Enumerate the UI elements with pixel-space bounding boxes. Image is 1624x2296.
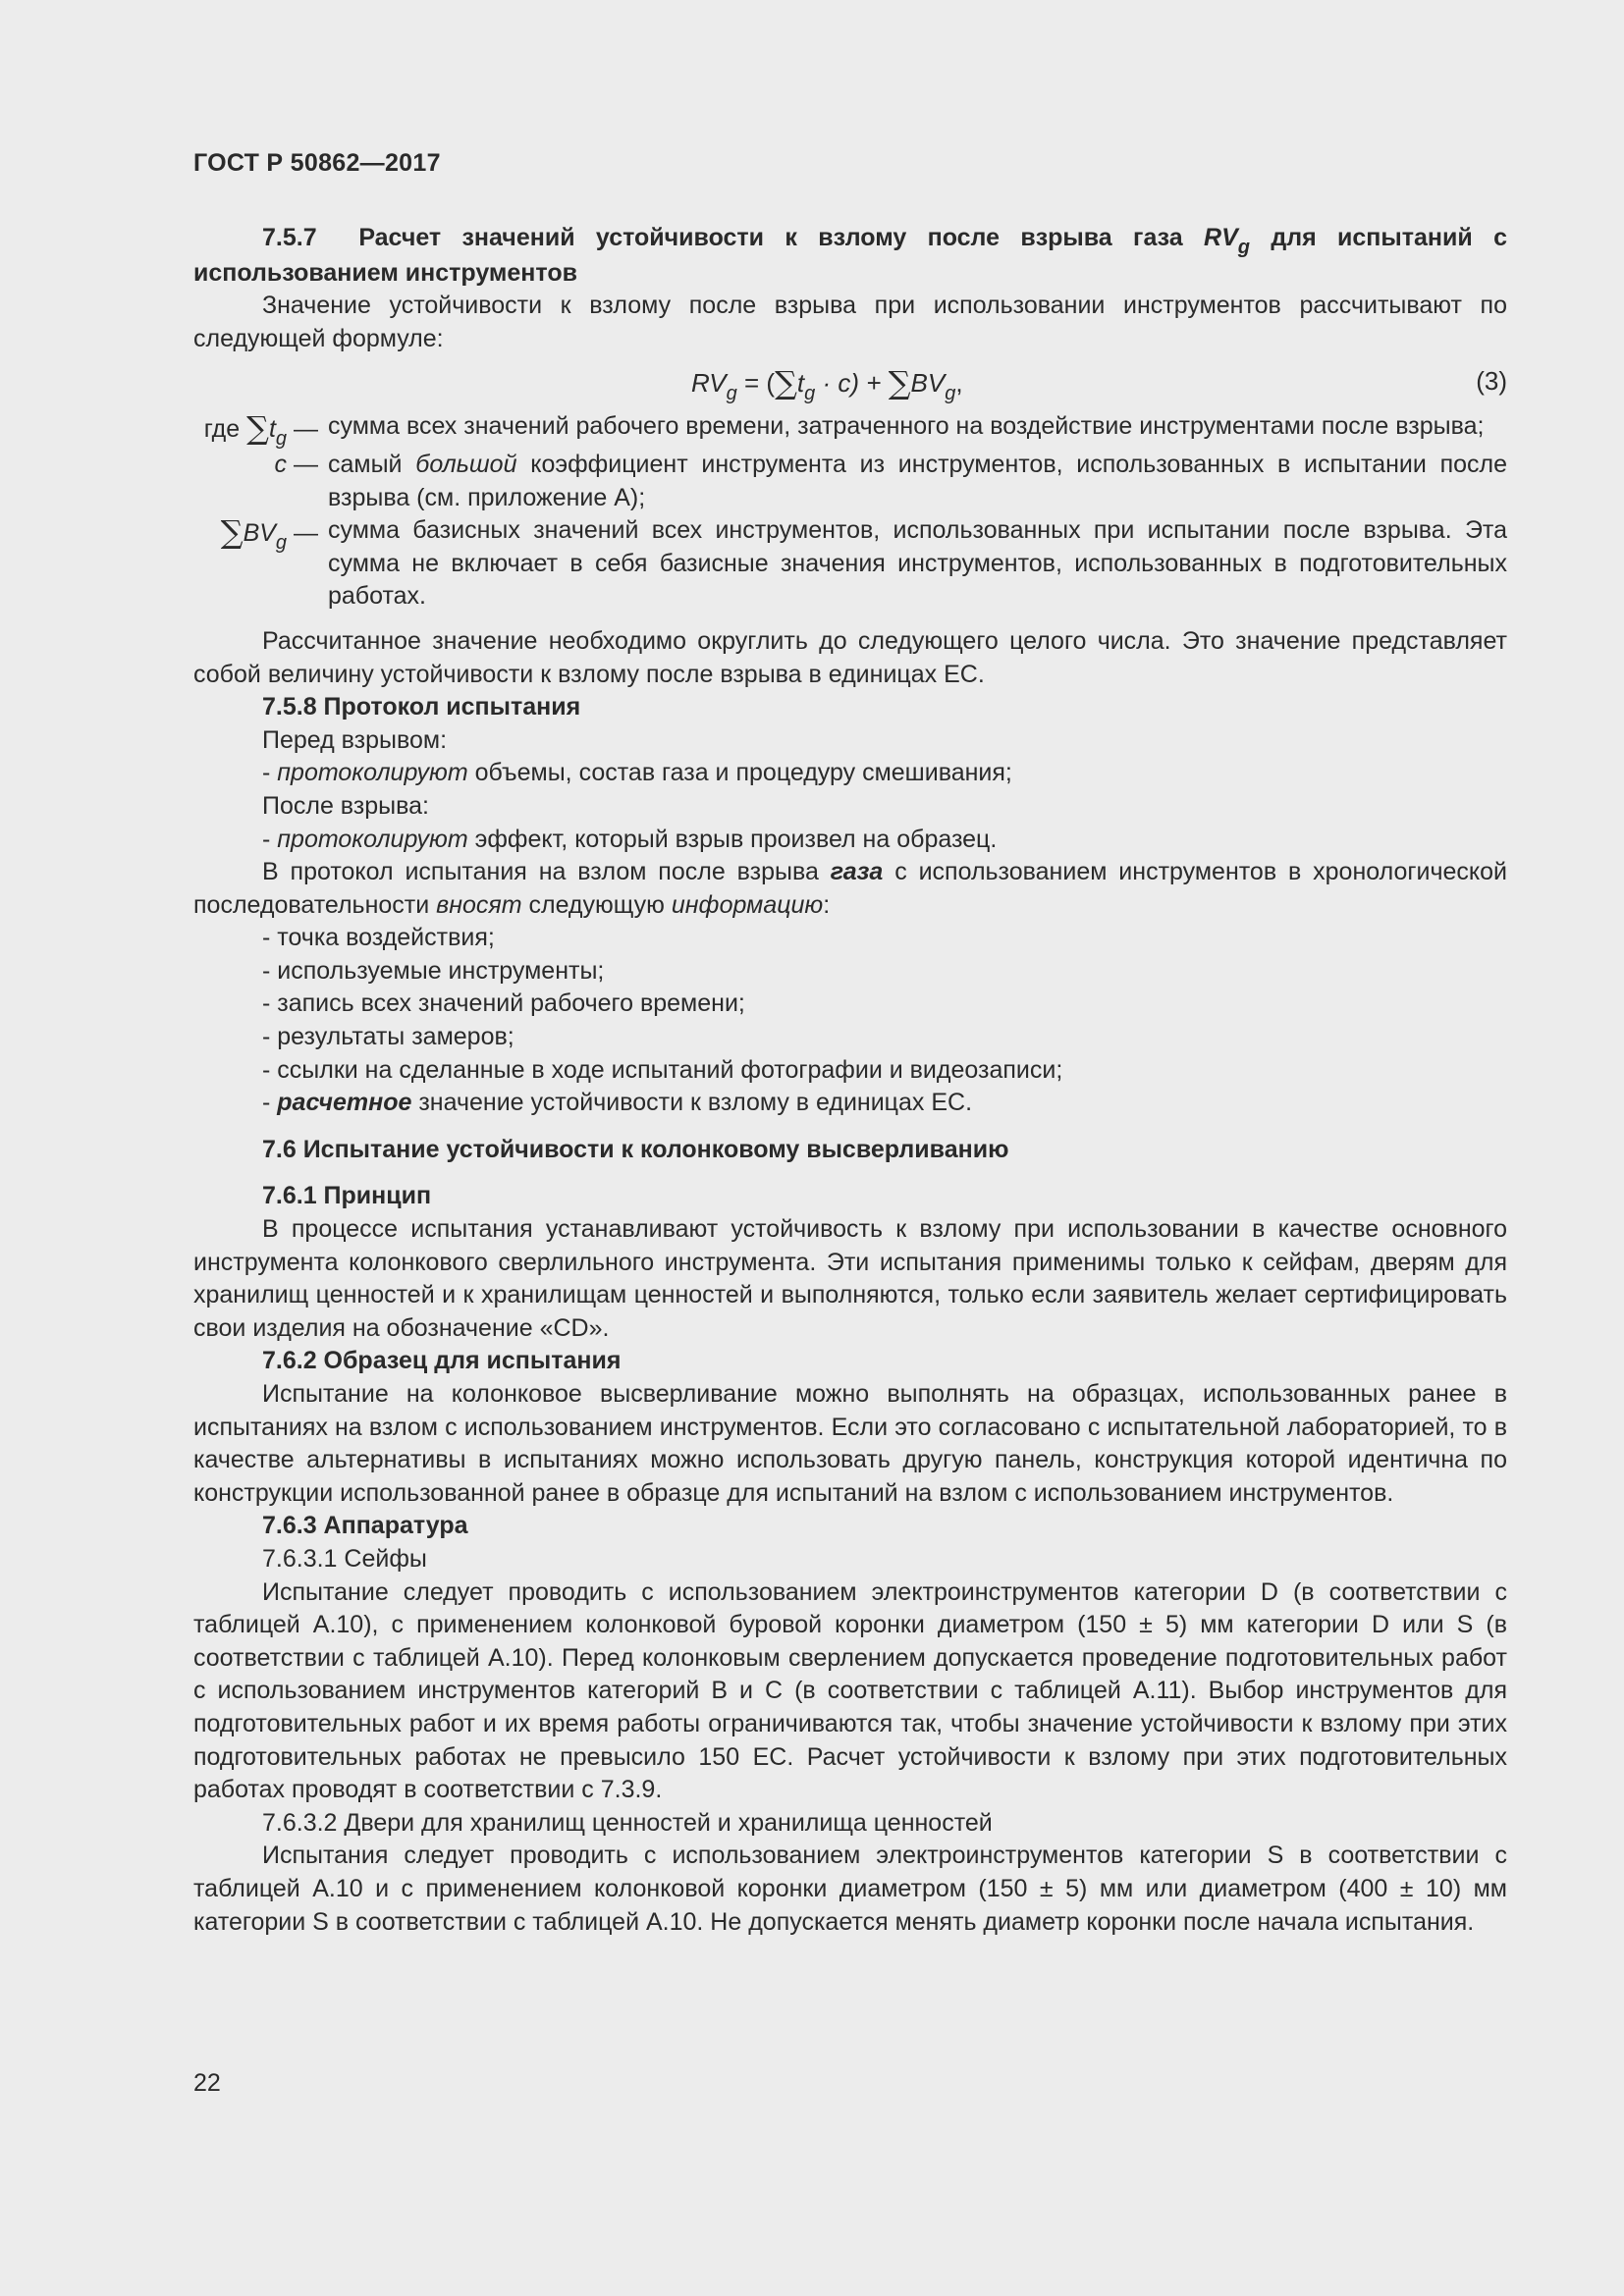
definition-text: самый большой коэффициент инструмента из инструментов, использованных в испытании после взрыва (см. приложение А);	[328, 450, 1507, 511]
section-76-heading: 7.6 Испытание устойчивости к колонковому высверливанию	[262, 1135, 1009, 1163]
section-761-text: В процессе испытания устанавливают устойчивость к взлому при использовании в качестве основного инструмента колонкового сверлильного инструмента. Эти испытания применимы только к сейфам, дверям для хранилищ ценностей и к хранилищам ценностей и выполняются, только если заявитель желает сертифицировать свои изделия на обозначение «CD».	[193, 1215, 1507, 1342]
list-item: - протоколируют эффект, который взрыв произвел на образец.	[262, 825, 998, 853]
section-757-intro: Значение устойчивости к взлому после взрыва при использовании инструментов рассчитывают по следующей формуле:	[193, 292, 1507, 352]
section-761-heading: 7.6.1 Принцип	[262, 1182, 432, 1210]
definition-text: сумма всех значений рабочего времени, затраченного на воздействие инструментами после взрыва;	[328, 412, 1485, 441]
section-757-heading: 7.5.7 Расчет значений устойчивости к взлому после взрыва газа $RV_g$ для испытаний с использованием инструментов	[193, 224, 1507, 287]
document-header: ГОСТ Р 50862—2017	[193, 149, 441, 177]
where-definitions	[193, 410, 1507, 614]
formula-3	[193, 359, 1507, 405]
definition-row	[193, 449, 1507, 514]
section-762-text: Испытание на колонковое высверливание можно выполнять на образцах, использованных ранее в испытаниях на взлом с использованием инструментов. Если это согласовано с испытательной лабораторией, то в качестве альтернативы в испытаниях можно использовать другую панель, конструкция которой идентична по конструкции использованной ранее в образце для испытаний на взлом с использованием инструментов.	[193, 1380, 1507, 1507]
definition-row	[193, 514, 1507, 614]
section-7632-heading: 7.6.3.2 Двери для хранилищ ценностей и хранилища ценностей	[262, 1808, 993, 1837]
section-7632-text: Испытания следует проводить с использованием электроинструментов категории S в соответствии с таблицей А.10 и с применением колонковой коронки диаметром (150 ± 5) мм или диаметром (400 ± 10) мм категории S в соответствии с таблицей А.10. Не допускается менять диаметр коронки после начала испытания.	[193, 1842, 1507, 1936]
list-item: - результаты замеров;	[262, 1023, 514, 1051]
section-763-heading: 7.6.3 Аппаратура	[262, 1512, 468, 1540]
list-item: - используемые инструменты;	[262, 956, 605, 985]
definition-text: сумма базисных значений всех инструментов, использованных при испытании после взрыва. Эта сумма не включает в себя базисные значения инструментов, использованных в подготовительных работах.	[328, 516, 1507, 611]
list-item: - протоколируют объемы, состав газа и процедуру смешивания;	[262, 759, 1012, 787]
page-content	[193, 222, 1507, 1939]
definition-row	[193, 410, 1507, 449]
formula-expression: $RV_g = (\sum t_g \cdot c) + \sum BV_g$,	[691, 364, 963, 405]
list-item: - ссылки на сделанные в ходе испытаний фотографии и видеозаписи;	[262, 1055, 1063, 1084]
definition-term: $\sum BV_g$ —	[220, 513, 318, 555]
list-item: - точка воздействия;	[262, 924, 495, 952]
report-paragraph: В протокол испытания на взлом после взрыва газа с использованием инструментов в хронологической последовательности вносят следующую информацию:	[193, 858, 1507, 919]
definition-term: c —	[274, 450, 318, 478]
definition-term: где $\sum t_g$ —	[203, 409, 318, 451]
section-757-rounding: Рассчитанное значение необходимо округлить до следующего целого числа. Это значение представляет собой величину устойчивости к взлому после взрыва в единицах ЕС.	[193, 626, 1507, 688]
report-info-list	[193, 922, 1507, 1120]
page-number: 22	[193, 2069, 221, 2097]
section-762-heading: 7.6.2 Образец для испытания	[262, 1347, 622, 1375]
list-item: - запись всех значений рабочего времени;	[262, 989, 745, 1018]
before-explosion-label: Перед взрывом:	[262, 725, 448, 754]
after-explosion-label: После взрыва:	[262, 791, 429, 820]
list-item: - расчетное значение устойчивости к взлому в единицах ЕС.	[262, 1089, 973, 1117]
section-7631-heading: 7.6.3.1 Сейфы	[262, 1544, 427, 1573]
section-758-heading: 7.5.8 Протокол испытания	[262, 693, 581, 721]
section-7631-text: Испытание следует проводить с использованием электроинструментов категории D (в соответствии с таблицей А.10), с применением колонковой буровой коронки диаметром (150 ± 5) мм категории D или S (в соответствии с таблицей А.10). Перед колонковым сверлением допускается проведение подготовительных работ с использованием инструментов категорий В и С (в соответствии с таблицей А.11). Выбор инструментов для подготовительных работ и их время работы ограничиваются так, чтобы значение устойчивости к взлому при этих подготовительных работах не превысило 150 ЕС. Расчет устойчивости к взлому при этих подготовительных работах проводят в соответствии с 7.3.9.	[193, 1577, 1507, 1804]
formula-number: (3)	[1476, 366, 1507, 397]
